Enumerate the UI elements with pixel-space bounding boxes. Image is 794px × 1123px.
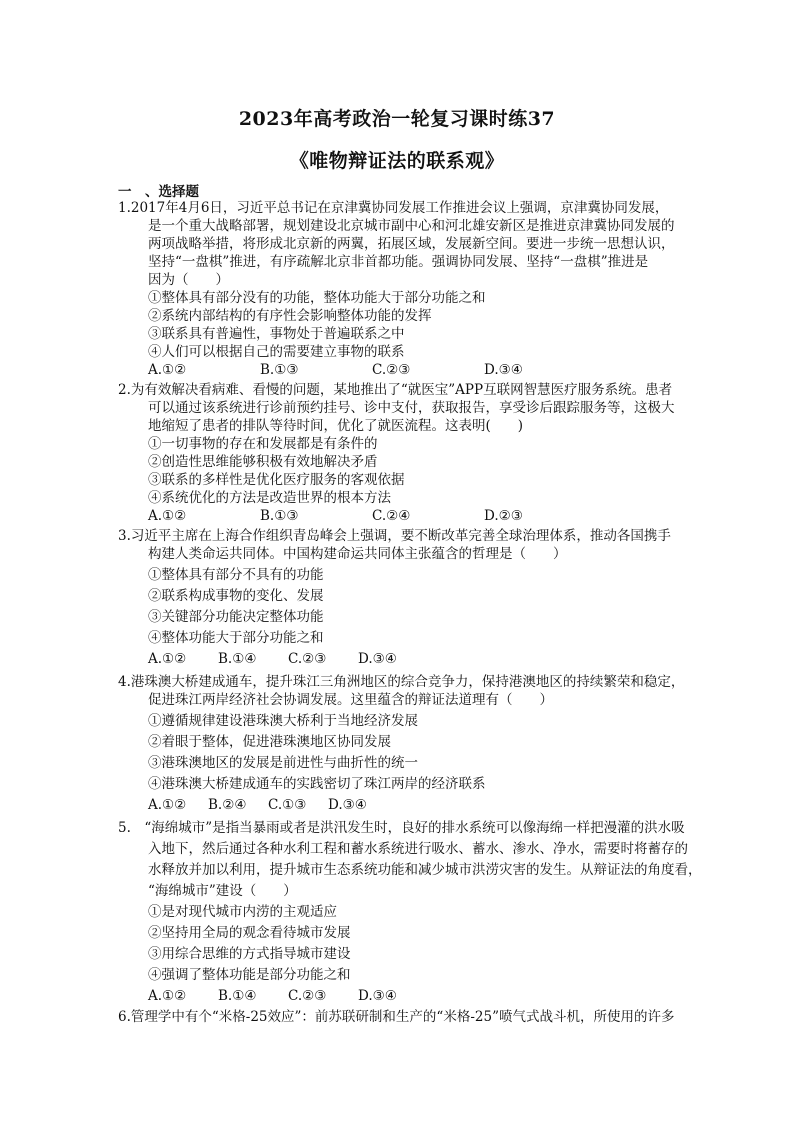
question-stem-line: 4.港珠澳大桥建成通车，提升珠江三角洲地区的综合竞争力，保持港澳地区的持续繁荣和稳定， — [118, 674, 685, 690]
answer-choice-b: B.①③ — [260, 508, 299, 524]
question-option: ③港珠澳地区的发展是前进性与曲折性的统一 — [148, 755, 418, 771]
answer-choice-b: B.①④ — [218, 651, 257, 667]
question-option: ②系统内部结构的有序性会影响整体功能的发挥 — [148, 308, 432, 324]
question-stem-line: 是一个重大战略部署，规划建设北京城市副中心和河北雄安新区是推进京津冀协同发展的 — [148, 218, 675, 234]
question-option: ④系统优化的方法是改造世界的根本方法 — [148, 490, 391, 506]
answer-choice-a: A.①② — [148, 988, 187, 1004]
question-6 — [118, 1008, 710, 1026]
question-option: ④人们可以根据自己的需要建立事物的联系 — [148, 344, 405, 360]
question-option: ①遵循规律建设港珠澳大桥利于当地经济发展 — [148, 713, 418, 729]
question-option: ②联系构成事物的变化、发展 — [148, 588, 324, 604]
question-stem-line: 促进珠江两岸经济社会协调发展。这里蕴含的辩证法道理有（ ） — [148, 692, 553, 708]
question-option: ①一切事物的存在和发展都是有条件的 — [148, 436, 378, 452]
question-stem-line: 5. “海绵城市”是指当暴雨或者是洪汛发生时，良好的排水系统可以像海绵一样把漫灌的洪水吸 — [118, 820, 685, 836]
answer-choice-b: B.②④ — [208, 797, 247, 813]
question-stem-line: “海绵城市”建设（ ） — [148, 883, 297, 899]
question-option: ②创造性思维能够积极有效地解决矛盾 — [148, 454, 378, 470]
question-4 — [118, 673, 710, 814]
document-subtitle: 《唯物辩证法的联系观》 — [289, 150, 505, 172]
question-1 — [118, 199, 710, 379]
question-option: ③联系的多样性是优化医疗服务的客观依据 — [148, 472, 405, 488]
answer-choice-c: C.②③ — [288, 988, 327, 1004]
section-heading: 一 、选择题 — [118, 184, 199, 200]
question-option: ①整体具有部分没有的功能，整体功能大于部分功能之和 — [148, 290, 486, 306]
question-option: ③用综合思维的方式指导城市建设 — [148, 946, 351, 962]
question-stem-line: 2.为有效解决看病难、看慢的问题，某地推出了“就医宝”APP互联网智慧医疗服务系统。患者 — [118, 382, 673, 398]
question-stem-line: 构建人类命运共同体。中国构建命运共同体主张蕴含的哲理是（ ） — [148, 546, 567, 562]
question-stem-line: 可以通过该系统进行诊前预约挂号、诊中支付，获取报告，享受诊后跟踪服务等，这极大 — [148, 400, 675, 416]
answer-choice-d: D.③④ — [358, 988, 397, 1004]
answer-choices — [118, 507, 710, 525]
question-option: ③联系具有普遍性，事物处于普遍联系之中 — [148, 326, 405, 342]
answer-choice-a: A.①② — [148, 651, 187, 667]
question-stem-line: 入地下，然后通过各种水利工程和蓄水系统进行吸水、蓄水、渗水、净水，需要时将蓄存的 — [148, 841, 688, 857]
question-option: ④强调了整体功能是部分功能之和 — [148, 967, 351, 983]
question-stem-line: 水释放并加以利用，提升城市生态系统功能和减少城市洪涝灾害的发生。从辩证法的角度看， — [148, 862, 702, 878]
question-option: ①整体具有部分不具有的功能 — [148, 567, 324, 583]
answer-choices — [118, 987, 710, 1005]
question-option: ②着眼于整体，促进港珠澳地区协同发展 — [148, 734, 391, 750]
answer-choices — [118, 361, 710, 379]
answer-choice-d: D.③④ — [328, 797, 367, 813]
question-option: ①是对现代城市内涝的主观适应 — [148, 904, 337, 920]
answer-choice-d: D.②③ — [484, 508, 523, 524]
answer-choice-c: C.②③ — [372, 362, 411, 378]
question-stem-line: 地缩短了患者的排队等待时间，优化了就医流程。这表明( ) — [148, 418, 524, 434]
answer-choice-d: D.③④ — [358, 651, 397, 667]
answer-choices — [118, 796, 710, 814]
document-title: 2023年高考政治一轮复习课时练37 — [238, 108, 556, 130]
answer-choice-c: C.①③ — [268, 797, 307, 813]
answer-choice-c: C.②③ — [288, 651, 327, 667]
answer-choice-d: D.③④ — [484, 362, 523, 378]
question-stem-line: 6.管理学中有个“米格-25效应”：前苏联研制和生产的“米格-25”喷气式战斗机，所使用的许多 — [118, 1009, 675, 1025]
question-5 — [118, 819, 710, 1005]
question-stem-line: 坚持“一盘棋”推进，有序疏解北京非首都功能。强调协同发展、坚持“一盘棋”推进是 — [148, 254, 649, 270]
answer-choice-b: B.①③ — [260, 362, 299, 378]
answer-choice-a: A.①② — [148, 508, 187, 524]
question-option: ②坚持用全局的观念看待城市发展 — [148, 925, 351, 941]
question-3 — [118, 527, 710, 668]
answer-choice-b: B.①④ — [218, 988, 257, 1004]
question-stem-line: 两项战略举措，将形成北京新的两翼，拓展区域，发展新空间。要进一步统一思想认识， — [148, 236, 675, 252]
answer-choice-a: A.①② — [148, 362, 187, 378]
question-option: ③关键部分功能决定整体功能 — [148, 609, 324, 625]
answer-choice-c: C.②④ — [372, 508, 411, 524]
question-2 — [118, 381, 710, 525]
question-stem-line: 3.习近平主席在上海合作组织青岛峰会上强调，要不断改革完善全球治理体系，推动各国携手 — [118, 528, 671, 544]
question-stem-line: 1.2017年4月6日，习近平总书记在京津冀协同发展工作推进会议上强调，京津冀协同发展， — [118, 200, 669, 216]
answer-choice-a: A.①② — [148, 797, 187, 813]
question-option: ④港珠澳大桥建成通车的实践密切了珠江两岸的经济联系 — [148, 776, 486, 792]
question-option: ④整体功能大于部分功能之和 — [148, 630, 324, 646]
answer-choices — [118, 650, 710, 668]
question-stem-line: 因为（ ） — [148, 272, 229, 288]
